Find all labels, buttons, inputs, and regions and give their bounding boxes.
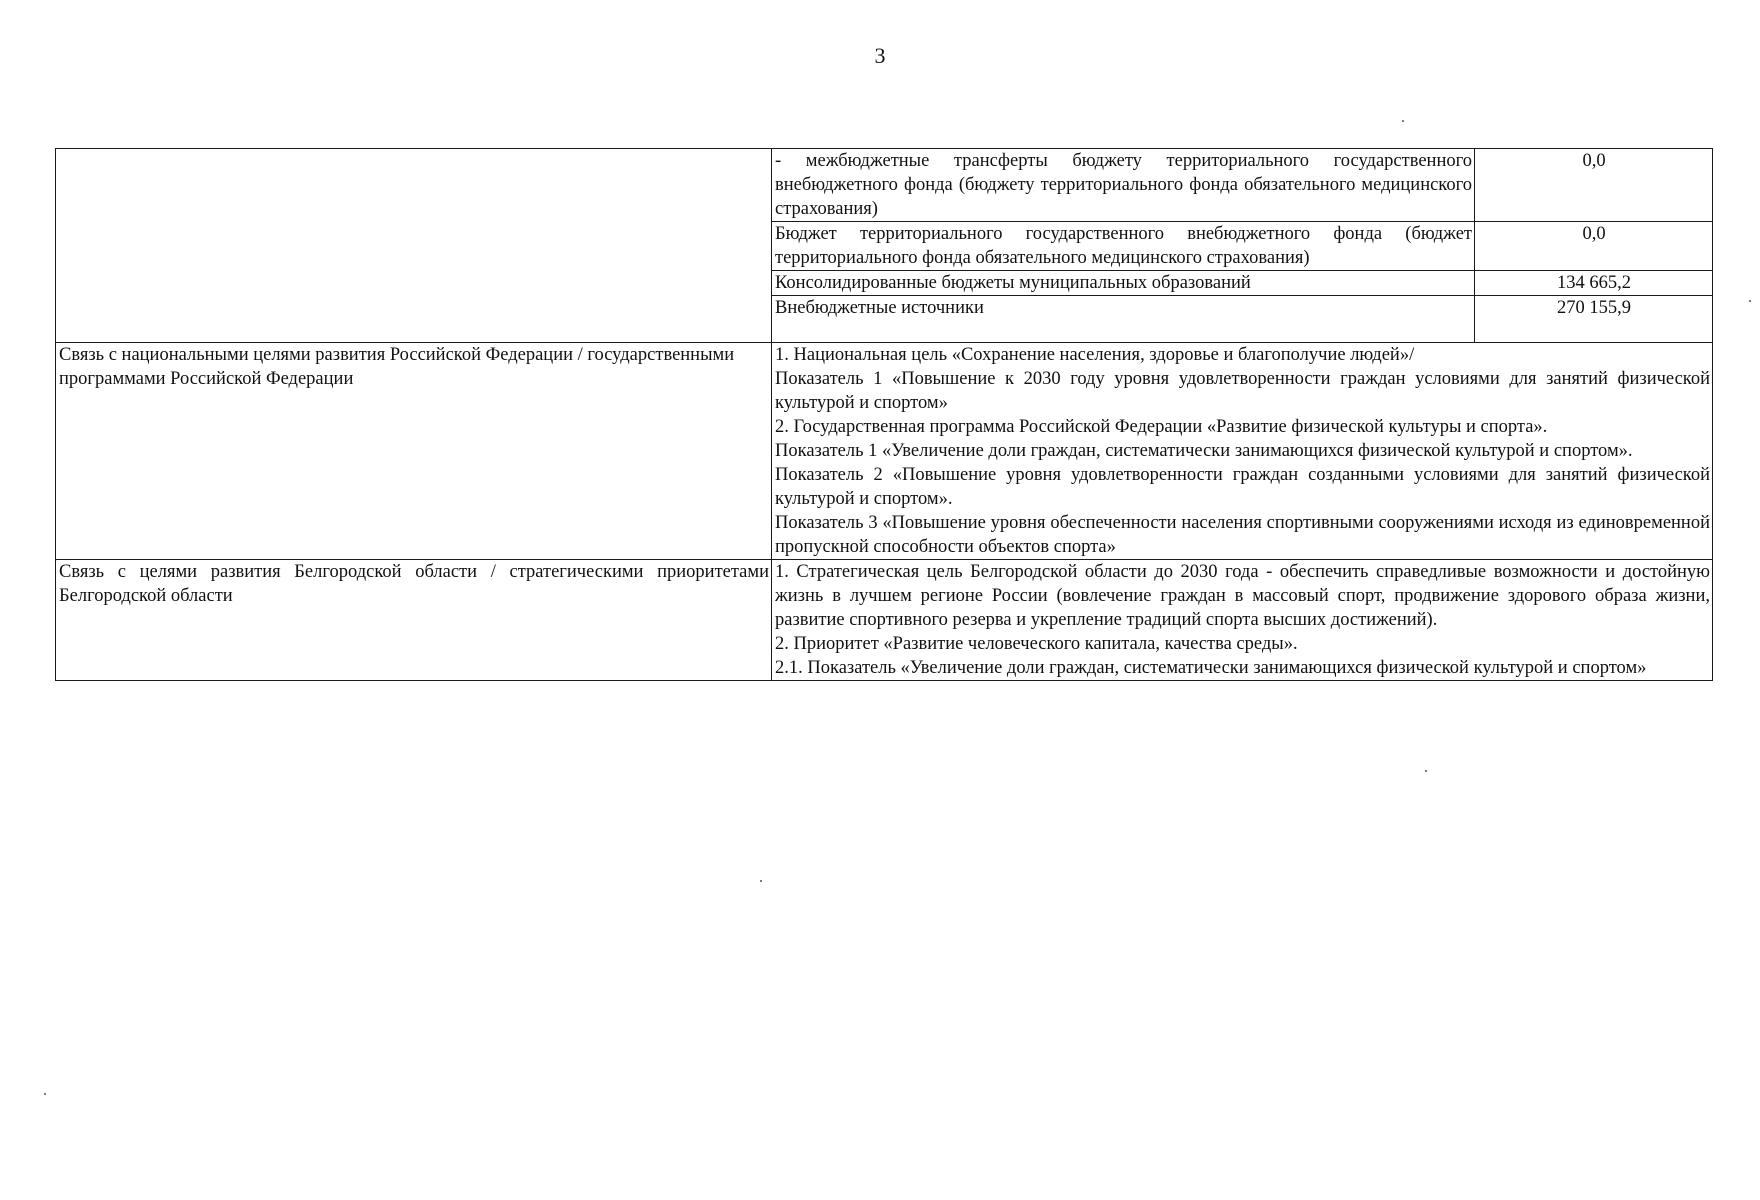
scan-speck [1402,120,1404,122]
funding-amount: 270 155,9 [1475,296,1713,343]
funding-source-label: Бюджет территориального государственного внебюджетного фонда (бюджет территориального фонда обязательного медицинского страхования) [772,222,1475,271]
funding-amount: 134 665,2 [1475,271,1713,296]
funding-amount: 0,0 [1475,149,1713,222]
scan-speck [44,1093,46,1095]
regional-goal-item: 1. Стратегическая цель Белгородской области до 2030 года - обеспечить справедливые возможности и достойную жизнь в лучшем регионе России (вовлечение граждан в массовый спорт, продвижение здорового образа жизни, развитие спортивного резерва и укрепление традиций спорта высших достижений). [775,562,1710,630]
funding-source-label: - межбюджетные трансферты бюджету территориального государственного внебюджетного фонда (бюджету территориального фонда обязательного медицинского страхования) [772,149,1475,222]
funding-source-label: Внебюджетные источники [772,296,1475,343]
national-goals-row [56,343,1713,560]
national-goal-item: Показатель 2 «Повышение уровня удовлетворенности граждан созданными условиями для занятий физической культурой и спортом». [775,465,1710,509]
scan-speck [1749,300,1751,302]
national-goals-content [772,343,1713,560]
regional-goals-heading: Связь с целями развития Белгородской области / стратегическими приоритетами Белгородской области [56,560,772,681]
national-goal-item: Показатель 1 «Повышение к 2030 году уровня удовлетворенности граждан условиями для занятий физической культурой и спортом» [775,369,1710,413]
national-goal-item: 1. Национальная цель «Сохранение населения, здоровье и благополучие людей»/ [775,345,1415,365]
scan-speck [1425,770,1427,772]
funding-row [56,149,1713,222]
regional-goals-content [772,560,1713,681]
funding-amount: 0,0 [1475,222,1713,271]
national-goal-item: Показатель 3 «Повышение уровня обеспеченности населения спортивными сооружениями исходя из единовременной пропускной способности объектов спорта» [775,513,1710,557]
scan-speck [760,880,762,882]
national-goal-item: Показатель 1 «Увеличение доли граждан, систематически занимающихся физической культурой и спортом». [775,441,1633,461]
regional-goal-item: 2. Приоритет «Развитие человеческого капитала, качества среды». [775,634,1298,654]
passport-table [55,148,1713,681]
national-goal-item: 2. Государственная программа Российской Федерации «Развитие физической культуры и спорта». [775,417,1548,437]
regional-goal-item: 2.1. Показатель «Увеличение доли граждан, систематически занимающихся физической культурой и спортом» [775,658,1647,678]
regional-goals-row [56,560,1713,681]
national-goals-heading: Связь с национальными целями развития Российской Федерации / государственными программами Российской Федерации [56,343,772,560]
funding-empty-cell [56,149,772,343]
page-number: 3 [874,43,886,68]
funding-source-label: Консолидированные бюджеты муниципальных образований [772,271,1475,296]
